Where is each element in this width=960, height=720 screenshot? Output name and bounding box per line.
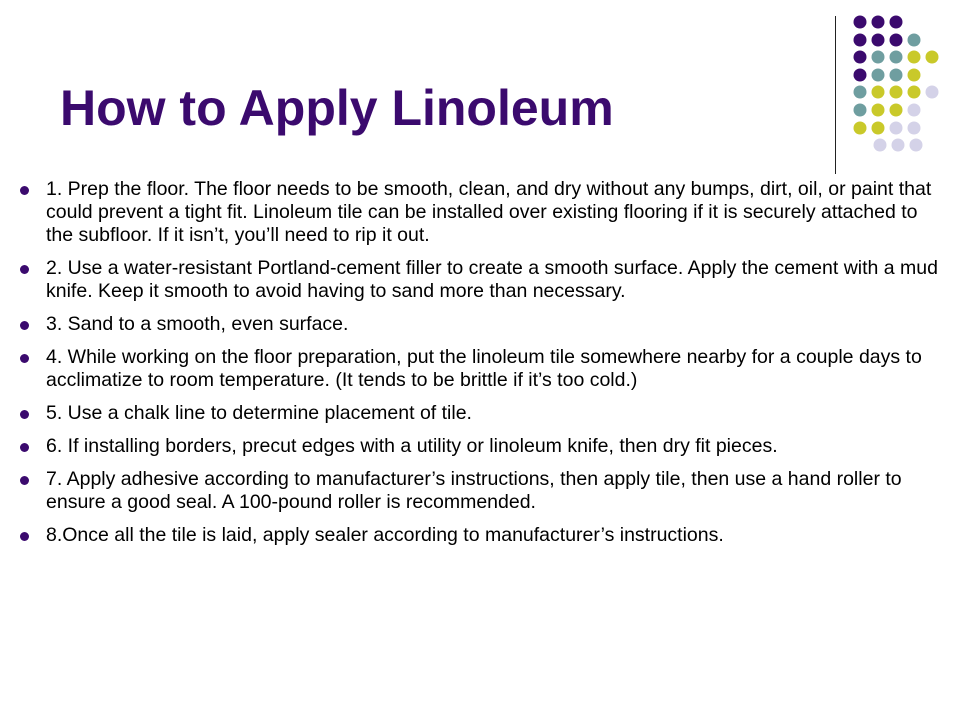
slide-title: How to Apply Linoleum [60, 80, 614, 136]
decorative-dot [908, 69, 921, 82]
bullet-dot [20, 410, 29, 419]
decorative-dot [910, 139, 923, 152]
decorative-dot [890, 122, 903, 135]
decorative-dot [890, 104, 903, 117]
decorative-dot [854, 34, 867, 47]
decorative-dot [854, 69, 867, 82]
decorative-divider [835, 16, 836, 174]
decorative-dot [908, 122, 921, 135]
bullet-text: 5. Use a chalk line to determine placement of tile. [46, 402, 472, 424]
decorative-dot [872, 122, 885, 135]
decorative-dot [926, 86, 939, 99]
decorative-dot [872, 69, 885, 82]
decorative-dot [872, 86, 885, 99]
bullet-item [18, 468, 948, 514]
decorative-dot [890, 86, 903, 99]
decorative-dot [854, 16, 867, 29]
decorative-dot [908, 51, 921, 64]
decorative-dot [890, 34, 903, 47]
decorative-dot [854, 51, 867, 64]
bullet-item [18, 435, 948, 458]
decorative-dot [890, 51, 903, 64]
decorative-dot [908, 34, 921, 47]
bullet-dot [20, 532, 29, 541]
bullet-item [18, 178, 948, 247]
decorative-dot [872, 16, 885, 29]
decorative-dot [872, 51, 885, 64]
bullet-text: 8.Once all the tile is laid, apply sealer according to manufacturer’s instructions. [46, 524, 724, 546]
bullet-item [18, 524, 948, 547]
bullet-list [18, 178, 948, 557]
bullet-dot [20, 476, 29, 485]
bullet-text: 1. Prep the floor. The floor needs to be smooth, clean, and dry without any bumps, dirt, oil, or paint that could prevent a tight fit. Linoleum tile can be installed over existing flooring if it is securely attached to the subfloor. If it isn’t, you’ll need to rip it out. [46, 178, 932, 246]
decorative-dot [908, 104, 921, 117]
decorative-dot [874, 139, 887, 152]
decorative-dot [926, 51, 939, 64]
bullet-text: 7. Apply adhesive according to manufacturer’s instructions, then apply tile, then use a hand roller to ensure a good seal. A 100-pound roller is recommended. [46, 468, 902, 513]
bullet-text: 3. Sand to a smooth, even surface. [46, 313, 349, 335]
bullet-item [18, 346, 948, 392]
bullet-dot [20, 443, 29, 452]
decorative-dot [854, 86, 867, 99]
bullet-dot [20, 321, 29, 330]
bullet-item [18, 313, 948, 336]
decorative-dot [890, 69, 903, 82]
bullet-text: 4. While working on the floor preparation, put the linoleum tile somewhere nearby for a couple days to acclimatize to room temperature. (It tends to be brittle if it’s too cold.) [46, 346, 922, 391]
decorative-dot [890, 16, 903, 29]
decorative-dot [892, 139, 905, 152]
bullet-text: 2. Use a water-resistant Portland-cement filler to create a smooth surface. Apply the cement with a mud knife. Keep it smooth to avoid having to sand more than necessary. [46, 257, 938, 302]
bullet-text: 6. If installing borders, precut edges with a utility or linoleum knife, then dry fit pieces. [46, 435, 778, 457]
decorative-dot [908, 86, 921, 99]
decorative-dot [872, 34, 885, 47]
bullet-dot [20, 186, 29, 195]
bullet-item [18, 257, 948, 303]
bullet-dot [20, 354, 29, 363]
decorative-dot [854, 104, 867, 117]
bullet-item [18, 402, 948, 425]
decorative-dot [872, 104, 885, 117]
decorative-dot [854, 122, 867, 135]
bullet-dot [20, 265, 29, 274]
